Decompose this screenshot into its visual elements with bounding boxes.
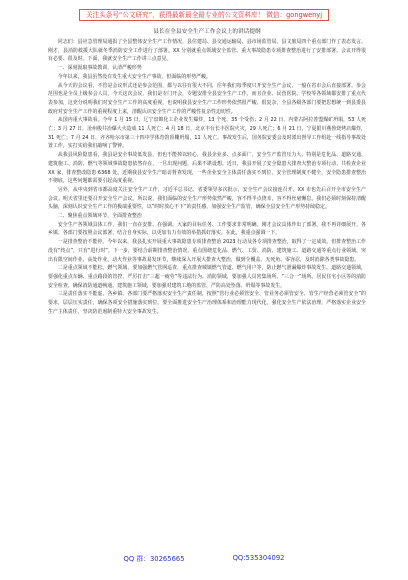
paragraph: 三是责任落实不能虚。各乡镇、各部门要严格落实安全生产责任制，按照“管行业必须管安全、管业务必须管安全、管生产经营必须管安全”的要求，层层压实责任，确保各项安全措施落实到位。要全面推进安全生产治理体系和治理能力现代化，强化安全生产依法治理，严格落实企业安全生产主体责任，坚决防范遏制重特大安全事故发生。 [48, 291, 366, 315]
paragraph: 同志们：县应急管理局通报了全县整体安全生产工作情况，县住建局、县交通运输局、县市场监管局、县文旅局四个重点部门作了表态发言。刚才，县消防救援大队就冬季消防安全工作进行了部署。XX 分别就重点领域安全监管、重大事故隐患专项排查整治进行了安排部署。会议开得很有必要、很及时。下面，我就安全生产工作讲三点意见。 [48, 39, 366, 63]
section-heading: 一、深刻汲取事故教训，认清严峻形势 [57, 65, 142, 72]
paragraph: 二是重点领域不能松。燃气领域，要加强燃气管网巡查，重点排查城镇燃气管道、燃气用户等，防止燃气泄漏爆炸事故发生。道路交通领域，要强化重点车辆、重点路段的管控，严厉打击“三超一疲劳”等违法行为。消防领域，要加强人员密集场所、“三合一”场所、居民住宅小区等的消防安全检查，确保消防通道畅通。建筑施工领域，要加强对建筑工地的监管，严防高处坠落、坍塌等事故发生。 [48, 265, 366, 289]
paragraph: 一是排查整治不能停。今年以来，我县扎实开展重大事故隐患专项排查整治 2023 行动及各专项排查整治，取得了一定成效。但排查整治工作没有“终点”，只有“进行时”。下一步，要结合前期排查整治情况，重点围绕危化品、燃气、工贸、消防、建筑施工、道路交通等重点行业领域，突出有限空间作业、高处作业、动火作业等事故易发环节，继续深入开展大排查大整治，做到全覆盖、无死角、零容忍，及时消除各类事故隐患。 [48, 239, 366, 263]
header-banner [0, 5, 408, 25]
banner-text: 关注头条号“公文研究”，获得最新最全最专业的公文资料库！ 微信：gongwenyj [79, 9, 329, 21]
paragraph: 另外，从中央到省市都高度关注安全生产工作，习近平总书记、省委领导多次批示，安全生产会议接连召开，XX 市也先后召开全市安全生产会议。明天省里还要召开安全生产会议。所以说，我们面临的安全生产形势依然严峻，容不得半点侥幸，容不得丝毫懈怠。我们必须时刻保持清醒头脑，深刻认识安全生产工作的极端重要性，以“时时放心不下”的责任感，加强安全生产监管，确保全县安全生产形势持续稳定。 [48, 186, 366, 211]
footer-qq: QQ:535304092 [232, 554, 285, 562]
paragraph: 从我县风险隐患看，我县是安全事故低发县，但也不能掉以轻心，我县企业多、点多面广，安全生产监管压力大，特别是危化品、道路交通、建筑施工、消防、燃气等领域事故隐患依然存在，一旦出现问题，后果不堪设想。近日，我县开展了安全隐患大排查大整治专项行动，共检查企业 XX 家，排查整改隐患 6368 处。近期我县安全生产暗访督查发现，一些企业安全主体责任落实不到位，安全管理制度不健全，安全隐患排查整治不彻底，这些问题都需要引起高度重视。 [48, 152, 366, 185]
document-sections [48, 38, 366, 317]
document-title: 县长在全县安全生产工作会议上的讲话提纲 [153, 29, 261, 35]
document-body [48, 28, 366, 548]
footer [0, 548, 408, 568]
section-heading: 二、聚焦重点领域环节，全面排查整治 [57, 213, 142, 220]
paragraph: 从今天的会议看，不管是会议形式还是参会范围，都与以往有很大不同，往年我们每季度只开安全生产会议，一般在省市会后直接部署。参会范围也是全员上级参会人员，今天这次会议，我们是专门开会，专题安排全县安全生产工作，而且企业、民营医院、学校等各领域都安排了重点代表参加，这充分说明我们对安全生产工作的高度重视，也说明我县安全生产工作形势依然很严峻、很复杂，全县各级各部门要把思想统一到县委县政府对安全生产工作的重视程度上来，清醒认识安全生产工作的严峻性复杂性迫切性。 [48, 82, 366, 115]
paragraph: 从国内重大事故看。今年 1 月 15 日，辽宁盘锦化工企业发生爆炸，13 个死、35 个受伤；2 月 22 日，内蒙古阿拉善盟煤矿坍塌，53 人死亡；3 月 27 日，沧州梭井冶爆大火造成 11 人死亡；4 月 18 日，北京丰台长丰医院火灾，29 人死亡；6 月 21 日，宁夏银川燕鲁烧烤店爆炸，31 死亡；7 月 24 日，齐齐哈尔市第三十四中学体育馆顶棚坍塌，11 人死亡。事故发生后，国务院安委会及时派出督导工作组赴一线指导事故处置工作，实打实给我们敲响了警钟。 [48, 117, 366, 150]
paragraph: 安全生产各领域具体工作，我们一直在安排、在强调。大家的目标任务、工作要求非常明确。刚才会议具体作出了部署，我不再详细展开。各乡镇、各部门要按照会议部署，结合自身实际，以更加有力有效的举措抓好落实。在此，我重点强调一下。 [48, 221, 366, 237]
footer-qq-group: QQ 群：30265665 [123, 555, 185, 563]
paragraph: 今年以来，我县虽然没有发生重大安全生产事故，但面临的形势严峻。 [57, 73, 211, 80]
